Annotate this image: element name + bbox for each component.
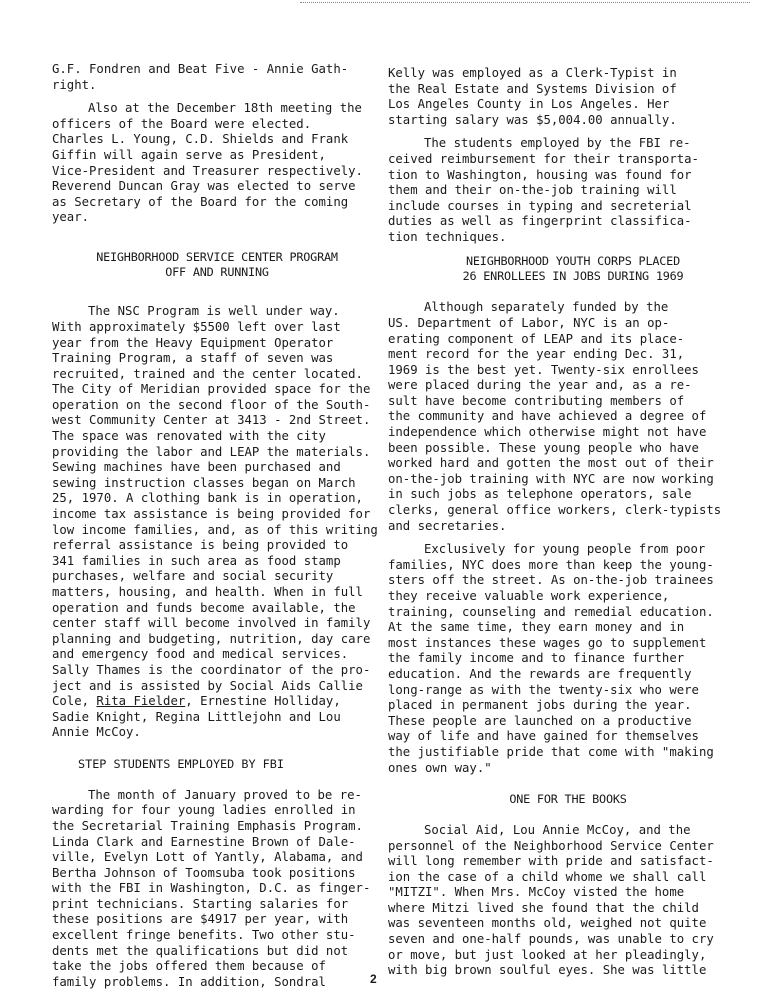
text-line: planning and budgeting, nutrition, day care — [52, 631, 371, 646]
paragraph-nyc-young-people — [388, 542, 718, 776]
text-line: the justifiable pride that come with "making — [388, 744, 714, 759]
text-line: worked hard and gotten the most out of their — [388, 456, 714, 471]
text-line: take the jobs offered them because of — [52, 959, 326, 974]
heading-line: NEIGHBORHOOD SERVICE CENTER PROGRAM — [96, 249, 338, 264]
text-line: Sewing machines have been purchased and — [52, 460, 341, 475]
text-line: 1969 is the best yet. Twenty-six enrollees — [388, 362, 699, 377]
text-line: families, NYC does more than keep the young- — [388, 557, 714, 572]
text-line: The NSC Program is well under way. — [88, 304, 340, 319]
text-line: duties as well as fingerprint classifica- — [388, 214, 692, 229]
text-line: or move, but just looked at her pleadingly, — [388, 947, 707, 962]
text-line: clerks, general office workers, clerk-typists — [388, 503, 722, 518]
text-line: sewing instruction classes began on March — [52, 475, 356, 490]
text-line: 341 families in such area as food stamp — [52, 553, 341, 568]
text-line: training, counseling and remedial education. — [388, 604, 714, 619]
text-line: providing the labor and LEAP the materials. — [52, 444, 371, 459]
text-line: as Secretary of the Board for the coming — [52, 194, 349, 209]
text-line: Sadie Knight, Regina Littlejohn and Lou — [52, 709, 341, 724]
heading-line: NEIGHBORHOOD YOUTH CORPS PLACED — [466, 253, 680, 268]
text-line: matters, housing, and health. When in full — [52, 585, 363, 599]
left-column — [52, 62, 382, 990]
text-line: The City of Meridian provided space for the — [52, 382, 371, 397]
text-line: Bertha Johnson of Toomsuba took positions — [52, 865, 356, 880]
text-line: Linda Clark and Earnestine Brown of Dale- — [52, 834, 356, 849]
text-line: Although separately funded by the — [424, 300, 669, 315]
page-number: 2 — [370, 972, 377, 986]
paragraph-nsc-program — [52, 304, 382, 741]
text-fragment: Cole, — [52, 694, 97, 709]
text-line: will long remember with pride and satisfact- — [388, 854, 714, 869]
text-line: seven and one-half pounds, was unable to cry — [388, 932, 714, 947]
text-line: the Real Estate and Systems Division of — [388, 81, 677, 96]
text-line: Charles L. Young, C.D. Shields and Frank — [52, 132, 349, 147]
text-line: referral assistance is being provided to — [52, 538, 349, 553]
text-line: been possible. These young people who have — [388, 440, 699, 455]
text-line: income tax assistance is being provided for — [52, 507, 371, 522]
text-line: Training Program, a staff of seven was — [52, 351, 334, 366]
text-line: in such jobs as telephone operators, sale — [388, 487, 692, 502]
text-line: The students employed by the FBI re- — [424, 136, 691, 151]
text-line: include courses in typing and secreterial — [388, 198, 692, 213]
text-line: purchases, welfare and social security — [52, 569, 334, 584]
right-column — [388, 66, 722, 979]
text-line: starting salary was $5,004.00 annually. — [388, 112, 677, 127]
text-line: the community and have achieved a degree of — [388, 409, 707, 424]
text-line: ceived reimbursement for their transporta- — [388, 151, 699, 166]
text-line: the Secretarial Training Emphasis Program. — [52, 818, 363, 833]
paragraph-nyc-record — [388, 300, 722, 534]
text-line: west Community Center at 3413 - 2nd Street. — [52, 413, 371, 428]
text-line: US. Department of Labor, NYC is an op- — [388, 315, 670, 330]
text-line: These people are launched on a productive — [388, 713, 692, 728]
text-line: personnel of the Neighborhood Service Center — [388, 838, 714, 853]
text-line: ones own way." — [388, 760, 492, 775]
text-line: with big brown soulful eyes. She was little — [388, 963, 707, 978]
text-line: operation on the second floor of the South- — [52, 397, 371, 412]
text-line: erating component of LEAP and its place- — [388, 331, 685, 346]
heading-nyc-placed — [388, 254, 718, 285]
text-line: Reverend Duncan Gray was elected to serve — [52, 179, 356, 194]
text-line: tion techniques. — [388, 229, 507, 244]
text-line: 25, 1970. A clothing bank is in operation, — [52, 491, 363, 506]
text-line: way of life and have gained for themselves — [388, 729, 699, 744]
text-line: Also at the December 18th meeting the — [88, 101, 362, 116]
paragraph-board-members-end — [52, 62, 382, 93]
text-line: education. And the rewards are frequently — [388, 666, 692, 681]
text-line: operation and funds become available, the — [52, 600, 356, 615]
heading-nsc-program — [52, 250, 382, 281]
text-line: ville, Evelyn Lott of Yantly, Alabama, and — [52, 850, 363, 865]
text-fragment: , Ernestine Holliday, — [185, 694, 341, 709]
underlined-name: Rita Fielder — [96, 694, 186, 709]
text-line: low income families, and, as of this writing — [52, 522, 378, 537]
text-line: family problems. In addition, Sondral — [52, 974, 326, 989]
text-line: ment record for the year ending Dec. 31, — [388, 347, 685, 362]
text-line: At the same time, they earn money and in — [388, 620, 685, 635]
text-line: G.F. Fondren and Beat Five - Annie Gath- — [52, 62, 349, 76]
text-line: Kelly was employed as a Clerk-Typist in — [388, 66, 677, 80]
text-line-with-underlined-name — [52, 694, 382, 710]
text-line: independence which otherwise might not have — [388, 425, 707, 440]
paragraph-step-students — [52, 788, 382, 990]
text-line: "MITZI". When Mrs. McCoy visted the home — [388, 885, 685, 900]
text-line: Exclusively for young people from poor — [424, 542, 706, 557]
top-dotted-rule — [300, 2, 750, 5]
text-line: them and their on-the-job training will — [388, 183, 677, 198]
text-line: With approximately $5500 left over last — [52, 319, 341, 334]
text-line: were placed during the year and, as a re- — [388, 378, 692, 393]
text-line: on-the-job training with NYC are now working — [388, 471, 714, 486]
text-line: excellent fringe benefits. Two other stu- — [52, 928, 356, 943]
text-line: ion the case of a child whome we shall call — [388, 869, 707, 884]
text-line: officers of the Board were elected. — [52, 116, 312, 131]
text-line: placed in permanent jobs during the year. — [388, 698, 692, 713]
text-line: Los Angeles County in Los Angeles. Her — [388, 97, 670, 112]
text-line: dents met the qualifications but did not — [52, 943, 349, 958]
text-line: recruited, trained and the center located. — [52, 366, 363, 381]
text-line: and secretaries. — [388, 518, 507, 533]
heading-line: OFF AND RUNNING — [165, 265, 269, 280]
text-line: long-range as with the twenty-six who were — [388, 682, 699, 697]
text-line: most instances these wages go to supplement — [388, 635, 707, 650]
text-line: these positions are $4917 per year, with — [52, 912, 349, 927]
heading-line: 26 ENROLLEES IN JOBS DURING 1969 — [462, 269, 684, 284]
heading-step-students: STEP STUDENTS EMPLOYED BY FBI — [78, 756, 284, 771]
text-line: Giffin will again serve as President, — [52, 147, 326, 162]
text-line: was seventeen months old, weighed not quite — [388, 916, 707, 931]
text-line: The month of January proved to be re- — [88, 787, 362, 802]
text-line: warding for four young ladies enrolled in — [52, 803, 356, 818]
paragraph-officers-elected — [52, 101, 382, 226]
text-line: ject and is assisted by Social Aids Callie — [52, 678, 363, 693]
text-line: Annie McCoy. — [52, 725, 141, 740]
text-line: they receive valuable work experience, — [388, 589, 670, 603]
paragraph-kelly-employed — [388, 66, 718, 128]
text-line: year. — [52, 210, 90, 225]
text-line: print technicians. Starting salaries for — [52, 896, 349, 911]
text-line: center staff will become involved in family — [52, 616, 371, 631]
text-line: sters off the street. As on-the-job trainees — [388, 573, 714, 588]
text-line: with the FBI in Washington, D.C. as finger- — [52, 881, 371, 896]
text-line: where Mitzi lived she found that the child — [388, 900, 699, 915]
text-line: the family income and to finance further — [388, 651, 685, 666]
text-line: Sally Thames is the coordinator of the pro- — [52, 662, 371, 677]
text-line: tion to Washington, housing was found for — [388, 167, 692, 182]
paragraph-fbi-reimbursement — [388, 136, 718, 245]
text-line: right. — [52, 77, 97, 92]
text-line: Social Aid, Lou Annie McCoy, and the — [424, 822, 691, 837]
text-line: sult have become contributing members of — [388, 393, 685, 408]
text-line: year from the Heavy Equipment Operator — [52, 335, 334, 350]
text-line: and emergency food and medical services. — [52, 647, 349, 662]
text-line: The space was renovated with the city — [52, 429, 326, 444]
text-line: Vice-President and Treasurer respectively. — [52, 163, 363, 178]
paragraph-mitzi — [388, 823, 718, 979]
heading-one-for-the-books: ONE FOR THE BOOKS — [509, 791, 627, 806]
